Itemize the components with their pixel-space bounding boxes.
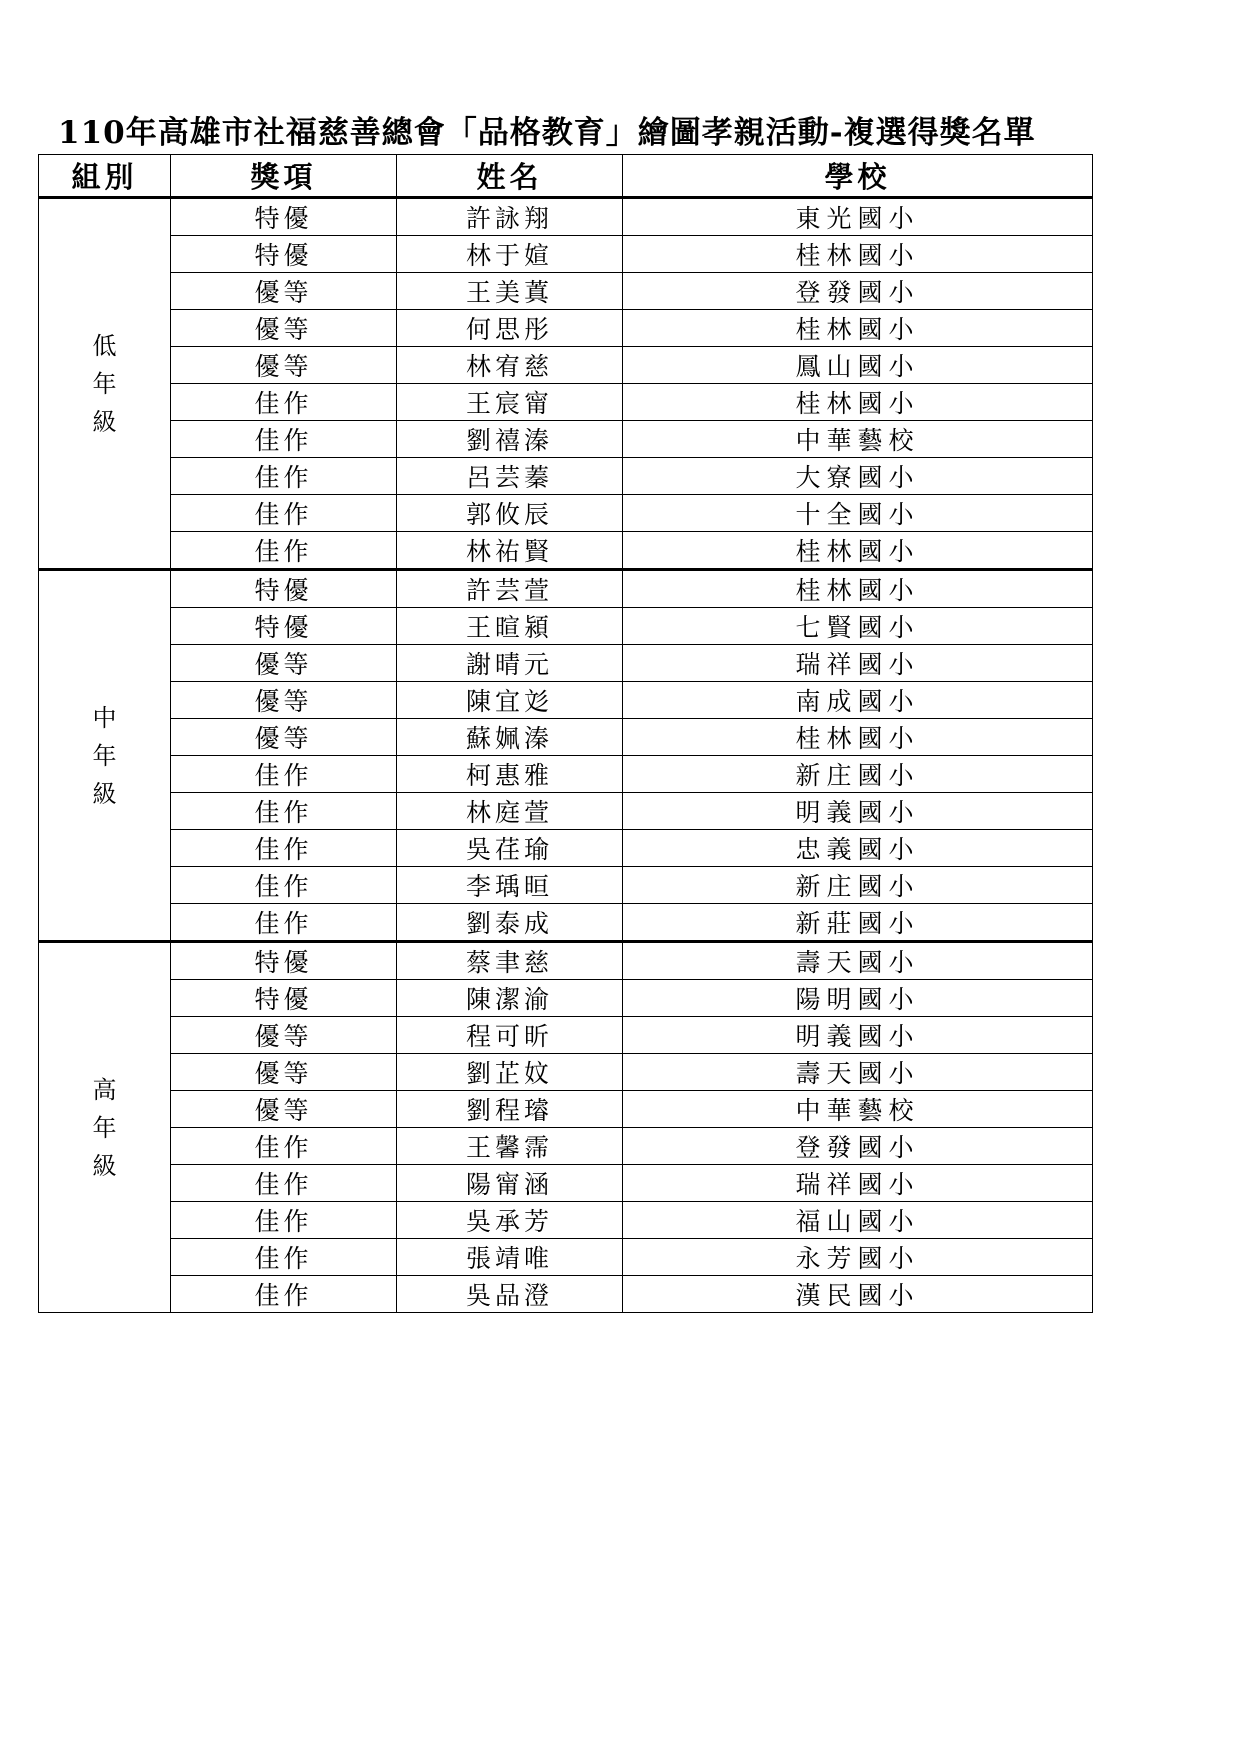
name-cell: 吳品澄 — [397, 1276, 623, 1313]
school-cell: 新庄國小 — [623, 867, 1093, 904]
award-cell: 佳作 — [171, 1128, 397, 1165]
award-cell: 特優 — [171, 236, 397, 273]
document-title: 110年高雄市社福慈善總會「品格教育」繪圖孝親活動-複選得獎名單 — [58, 115, 1036, 151]
table-row — [39, 608, 1093, 645]
name-cell: 陳宜彣 — [397, 682, 623, 719]
award-cell: 優等 — [171, 273, 397, 310]
name-cell: 林于媗 — [397, 236, 623, 273]
school-cell: 壽天國小 — [623, 942, 1093, 980]
award-cell: 優等 — [171, 645, 397, 682]
award-cell: 佳作 — [171, 495, 397, 532]
table-row — [39, 384, 1093, 421]
table-row — [39, 273, 1093, 310]
name-cell: 呂芸蓁 — [397, 458, 623, 495]
award-cell: 佳作 — [171, 1202, 397, 1239]
school-cell: 明義國小 — [623, 1017, 1093, 1054]
table-row — [39, 1276, 1093, 1313]
table-row — [39, 942, 1093, 980]
table-row — [39, 495, 1093, 532]
school-cell: 桂林國小 — [623, 570, 1093, 608]
award-cell: 佳作 — [171, 1239, 397, 1276]
school-cell: 十全國小 — [623, 495, 1093, 532]
table-row — [39, 1239, 1093, 1276]
name-cell: 陽甯涵 — [397, 1165, 623, 1202]
award-cell: 佳作 — [171, 384, 397, 421]
table-row — [39, 1128, 1093, 1165]
school-cell: 七賢國小 — [623, 608, 1093, 645]
name-cell: 劉芷妏 — [397, 1054, 623, 1091]
name-cell: 林祐賢 — [397, 532, 623, 570]
table-row — [39, 980, 1093, 1017]
name-cell: 王美蒖 — [397, 273, 623, 310]
header-group: 組別 — [39, 155, 171, 198]
award-cell: 特優 — [171, 608, 397, 645]
group-label-middle: 中 年 級 — [39, 570, 171, 942]
award-cell: 佳作 — [171, 1165, 397, 1202]
header-name: 姓名 — [397, 155, 623, 198]
award-cell: 佳作 — [171, 793, 397, 830]
table-body — [39, 198, 1093, 1313]
school-cell: 大寮國小 — [623, 458, 1093, 495]
table-row — [39, 236, 1093, 273]
table-row — [39, 1054, 1093, 1091]
school-cell: 明義國小 — [623, 793, 1093, 830]
name-cell: 李瑀晅 — [397, 867, 623, 904]
name-cell: 張靖唯 — [397, 1239, 623, 1276]
award-cell: 佳作 — [171, 904, 397, 942]
name-cell: 柯惠雅 — [397, 756, 623, 793]
table-row — [39, 756, 1093, 793]
table-row — [39, 1017, 1093, 1054]
award-table — [38, 154, 1093, 1313]
name-cell: 許芸萱 — [397, 570, 623, 608]
name-cell: 劉程璿 — [397, 1091, 623, 1128]
name-cell: 劉禧溱 — [397, 421, 623, 458]
header-award: 獎項 — [171, 155, 397, 198]
name-cell: 王馨霈 — [397, 1128, 623, 1165]
group-label-upper: 高 年 級 — [39, 942, 171, 1313]
name-cell: 林庭萱 — [397, 793, 623, 830]
school-cell: 登發國小 — [623, 1128, 1093, 1165]
award-cell: 優等 — [171, 1091, 397, 1128]
school-cell: 瑞祥國小 — [623, 645, 1093, 682]
name-cell: 劉泰成 — [397, 904, 623, 942]
table-row — [39, 1202, 1093, 1239]
name-cell: 程可昕 — [397, 1017, 623, 1054]
school-cell: 福山國小 — [623, 1202, 1093, 1239]
school-cell: 中華藝校 — [623, 421, 1093, 458]
table-row — [39, 458, 1093, 495]
award-cell: 特優 — [171, 198, 397, 236]
table-row — [39, 904, 1093, 942]
school-cell: 鳳山國小 — [623, 347, 1093, 384]
name-cell: 陳潔渝 — [397, 980, 623, 1017]
table-row — [39, 1165, 1093, 1202]
school-cell: 新莊國小 — [623, 904, 1093, 942]
group-label-lower: 低 年 級 — [39, 198, 171, 570]
name-cell: 謝晴元 — [397, 645, 623, 682]
school-cell: 瑞祥國小 — [623, 1165, 1093, 1202]
table-row — [39, 198, 1093, 236]
award-cell: 佳作 — [171, 458, 397, 495]
award-cell: 特優 — [171, 942, 397, 980]
school-cell: 桂林國小 — [623, 310, 1093, 347]
award-cell: 特優 — [171, 980, 397, 1017]
award-cell: 佳作 — [171, 532, 397, 570]
school-cell: 桂林國小 — [623, 532, 1093, 570]
school-cell: 桂林國小 — [623, 719, 1093, 756]
name-cell: 王暄潁 — [397, 608, 623, 645]
school-cell: 桂林國小 — [623, 384, 1093, 421]
school-cell: 中華藝校 — [623, 1091, 1093, 1128]
table-row — [39, 682, 1093, 719]
name-cell: 郭攸辰 — [397, 495, 623, 532]
award-cell: 佳作 — [171, 1276, 397, 1313]
award-cell: 佳作 — [171, 867, 397, 904]
table-row — [39, 645, 1093, 682]
table-row — [39, 421, 1093, 458]
school-cell: 壽天國小 — [623, 1054, 1093, 1091]
name-cell: 林宥慈 — [397, 347, 623, 384]
award-cell: 佳作 — [171, 756, 397, 793]
award-cell: 佳作 — [171, 830, 397, 867]
header-school: 學校 — [623, 155, 1093, 198]
table-row — [39, 719, 1093, 756]
name-cell: 許詠翔 — [397, 198, 623, 236]
award-cell: 優等 — [171, 310, 397, 347]
award-cell: 優等 — [171, 719, 397, 756]
table-header — [39, 155, 1093, 198]
school-cell: 忠義國小 — [623, 830, 1093, 867]
table-row — [39, 347, 1093, 384]
name-cell: 蔡聿慈 — [397, 942, 623, 980]
award-cell: 佳作 — [171, 421, 397, 458]
table-row — [39, 310, 1093, 347]
table-row — [39, 532, 1093, 570]
school-cell: 登發國小 — [623, 273, 1093, 310]
name-cell: 蘇姵溱 — [397, 719, 623, 756]
award-cell: 優等 — [171, 1017, 397, 1054]
award-cell: 優等 — [171, 1054, 397, 1091]
award-cell: 優等 — [171, 682, 397, 719]
table-row — [39, 867, 1093, 904]
table-row — [39, 570, 1093, 608]
header-row — [39, 155, 1093, 198]
school-cell: 永芳國小 — [623, 1239, 1093, 1276]
name-cell: 王宸甯 — [397, 384, 623, 421]
table-row — [39, 830, 1093, 867]
school-cell: 桂林國小 — [623, 236, 1093, 273]
school-cell: 陽明國小 — [623, 980, 1093, 1017]
table-row — [39, 1091, 1093, 1128]
award-cell: 特優 — [171, 570, 397, 608]
award-cell: 優等 — [171, 347, 397, 384]
school-cell: 東光國小 — [623, 198, 1093, 236]
name-cell: 何思彤 — [397, 310, 623, 347]
school-cell: 南成國小 — [623, 682, 1093, 719]
name-cell: 吳荏瑜 — [397, 830, 623, 867]
name-cell: 吳承芳 — [397, 1202, 623, 1239]
school-cell: 漢民國小 — [623, 1276, 1093, 1313]
school-cell: 新庄國小 — [623, 756, 1093, 793]
table-row — [39, 793, 1093, 830]
